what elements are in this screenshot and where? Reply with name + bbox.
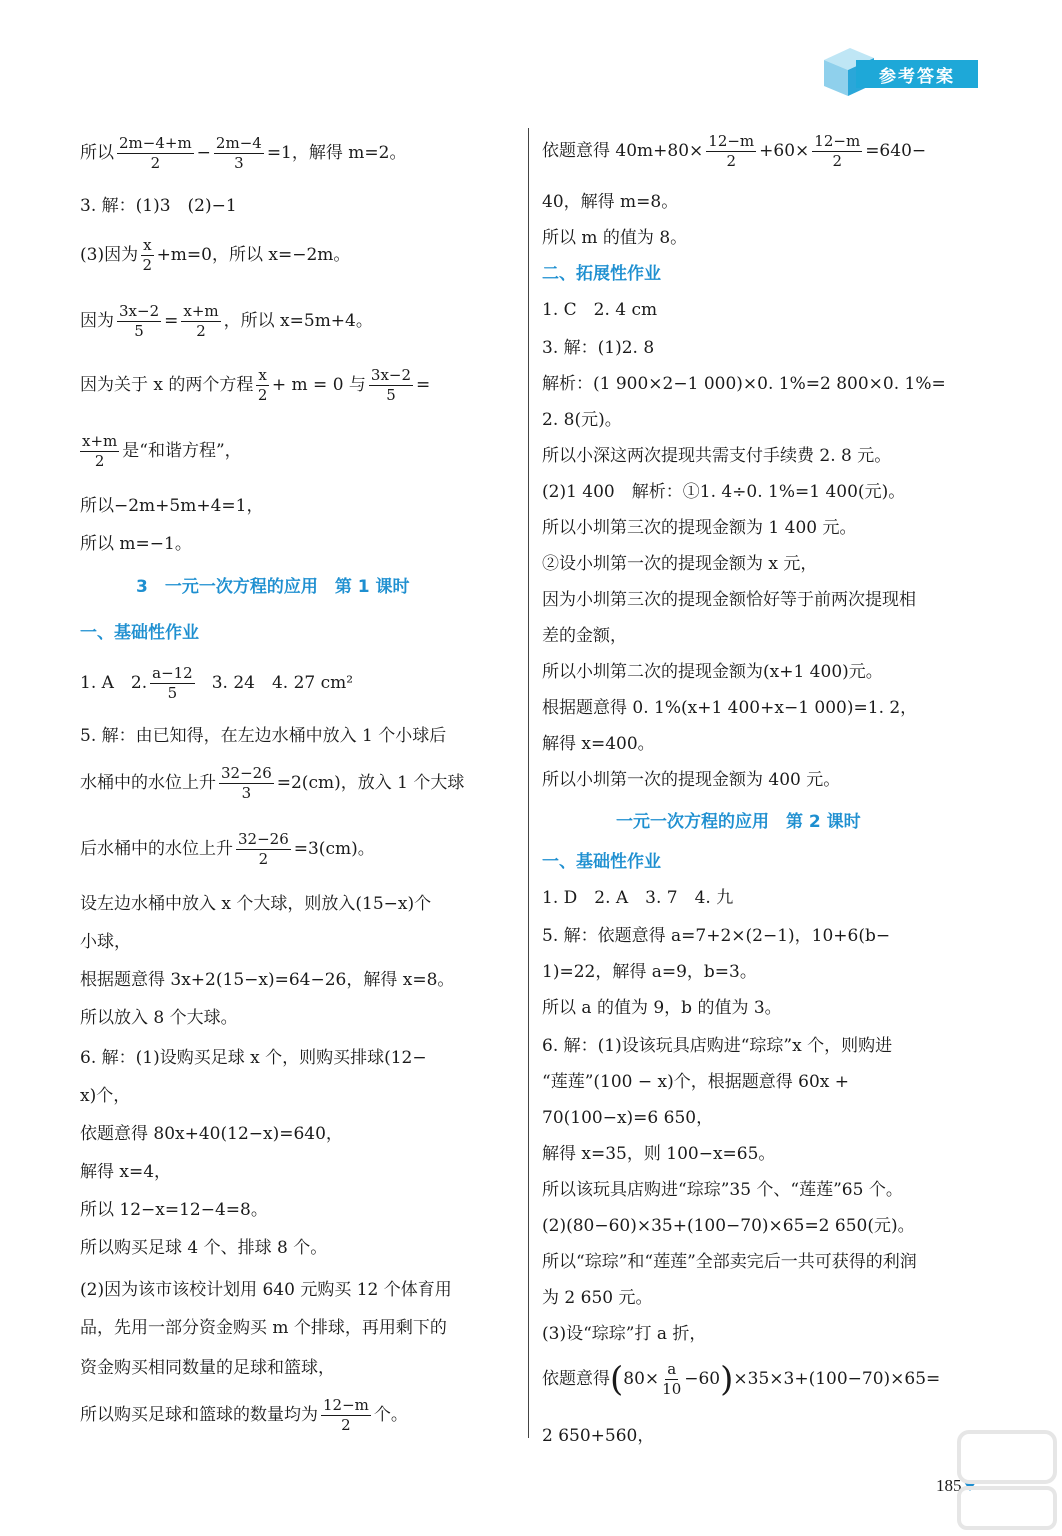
right-line-17: 所以小圳第一次的提现金额为 400 元。 (542, 770, 841, 790)
right-line-5: 3. 解：(1)2. 8 (542, 338, 655, 358)
q6-line-3: 依题意得 80x+40(12−x)=640， (80, 1124, 343, 1144)
left-line-4: 因为 $\frac{3x-2}{5}$ = $\frac{x+m}{2}$ ，所以 x=5m+4。 (80, 302, 373, 340)
right-line-30: (3)设“琮琮”打 a 折， (542, 1324, 707, 1344)
badge-label: 参考答案 (856, 60, 978, 88)
right-line-16: 解得 x=400。 (542, 734, 655, 754)
right-line-7: 2. 8(元)。 (542, 410, 622, 430)
left-line-7: 所以−2m+5m+4=1， (80, 496, 264, 516)
right-line-24: 70(100−x)=6 650， (542, 1108, 714, 1128)
right-line-22: 6. 解：(1)设该玩具店购进“琮琮”x 个，则购进 (542, 1036, 893, 1056)
q5-line-6: 根据题意得 3x+2(15−x)=64−26，解得 x=8。 (80, 970, 455, 990)
page-number: 185 (936, 1476, 976, 1496)
left-line-5: 因为关于 x 的两个方程 $\frac{x}{2}$ + m = 0 与 $\frac{3x-2}{5}$ = (80, 366, 431, 404)
q5-line-1: 5. 解：由已知得，在左边水桶中放入 1 个小球后 (80, 726, 447, 746)
right-line-25: 解得 x=35，则 100−x=65。 (542, 1144, 776, 1164)
right-line-27: (2)(80−60)×35+(100−70)×65=2 650(元)。 (542, 1216, 915, 1236)
right-line-19: 5. 解：依题意得 a=7+2×(2−1)，10+6(b− (542, 926, 891, 946)
right-line-14: 所以小圳第二次的提现金额为(x+1 400)元。 (542, 662, 883, 682)
right-line-32: 2 650+560， (542, 1426, 655, 1446)
right-line-4: 1. C 2. 4 cm (542, 300, 658, 320)
right-line-8: 所以小深这两次提现共需支付手续费 2. 8 元。 (542, 446, 892, 466)
right-line-18: 1. D 2. A 3. 7 4. 九 (542, 888, 734, 908)
left-line-6: $\frac{x+m}{2}$ 是“和谐方程”， (82, 432, 242, 470)
q5-line-7: 所以放入 8 个大球。 (80, 1008, 238, 1028)
right-line-10: 所以小圳第三次的提现金额为 1 400 元。 (542, 518, 857, 538)
left-line-1: 所以 $\frac{2m-4+m}{2}$ − $\frac{2m-4}{3}$ =1，解得 m=2。 (80, 134, 407, 172)
right-line-29: 为 2 650 元。 (542, 1288, 653, 1308)
right-line-13: 差的金额， (542, 626, 627, 646)
section-title-3: 3 一元一次方程的应用 第 1 课时 (136, 577, 410, 597)
q6-line-10: 所以购买足球和篮球的数量均为 $\frac{12-m}{2}$ 个。 (80, 1396, 408, 1434)
left-line-3: (3)因为 $\frac{x}{2}$ +m=0，所以 x=−2m。 (80, 236, 351, 274)
column-divider (528, 128, 529, 1438)
q5-line-4: 设左边水桶中放入 x 个大球，则放入(15−x)个 (80, 894, 432, 914)
right-line-12: 因为小圳第三次的提现金额恰好等于前两次提现相 (542, 590, 916, 610)
section-title-lesson-2: 一元一次方程的应用 第 2 课时 (616, 812, 861, 832)
q6-line-4: 解得 x=4， (80, 1162, 172, 1182)
q6-line-1: 6. 解：(1)设购买足球 x 个，则购买排球(12− (80, 1048, 427, 1068)
right-line-28: 所以“琮琮”和“莲莲”全部卖完后一共可获得的利润 (542, 1252, 917, 1272)
right-line-31: 依题意得(80× $\frac{a}{10}$ −60)×35×3+(100−70)×65= (542, 1359, 941, 1400)
q6-line-5: 所以 12−x=12−4=8。 (80, 1200, 268, 1220)
right-line-21: 所以 a 的值为 9，b 的值为 3。 (542, 998, 782, 1018)
right-line-15: 根据题意得 0. 1%(x+1 400+x−1 000)=1. 2， (542, 698, 918, 718)
heading-extended-homework: 二、拓展性作业 (542, 264, 661, 284)
watermark-logo (955, 1424, 1060, 1534)
q6-line-8: 品，先用一部分资金购买 m 个排球，再用剩下的 (80, 1318, 447, 1338)
right-line-26: 所以该玩具店购进“琮琮”35 个、“莲莲”65 个。 (542, 1180, 903, 1200)
right-line-6: 解析：(1 900×2−1 000)×0. 1%=2 800×0. 1%= (542, 374, 946, 394)
right-line-23: “莲莲”(100 − x)个，根据题意得 60x + (542, 1072, 850, 1092)
right-line-2: 40，解得 m=8。 (542, 192, 679, 212)
right-line-20: 1)=22，解得 a=9，b=3。 (542, 962, 757, 982)
heading-basic-homework-left: 一、基础性作业 (80, 623, 199, 643)
q6-line-9: 资金购买相同数量的足球和篮球， (80, 1358, 335, 1378)
q5-line-5: 小球， (80, 932, 131, 952)
left-line-answers: 1. A 2. $\frac{a-12}{5}$ 3. 24 4. 27 cm² (80, 664, 354, 702)
right-line-9: (2)1 400 解析：①1. 4÷0. 1%=1 400(元)。 (542, 482, 906, 502)
q6-line-6: 所以购买足球 4 个、排球 8 个。 (80, 1238, 328, 1258)
q5-line-2: 水桶中的水位上升 $\frac{32-26}{3}$ =2(cm)，放入 1 个大球 (80, 764, 465, 802)
right-line-3: 所以 m 的值为 8。 (542, 228, 688, 248)
answer-key-badge (816, 44, 978, 98)
heading-basic-homework-right: 一、基础性作业 (542, 852, 661, 872)
q6-line-2: x)个， (80, 1086, 131, 1106)
q6-line-7: (2)因为该市该校计划用 640 元购买 12 个体育用 (80, 1280, 452, 1300)
right-line-11: ②设小圳第一次的提现金额为 x 元， (542, 554, 818, 574)
left-line-8: 所以 m=−1。 (80, 534, 192, 554)
left-line-2: 3. 解：(1)3 (2)−1 (80, 196, 237, 216)
q5-line-3: 后水桶中的水位上升 $\frac{32-26}{2}$ =3(cm)。 (80, 830, 375, 868)
right-line-1: 依题意得 40m+80× $\frac{12-m}{2}$ +60× $\frac{12-m}{2}$ =640− (542, 132, 927, 170)
